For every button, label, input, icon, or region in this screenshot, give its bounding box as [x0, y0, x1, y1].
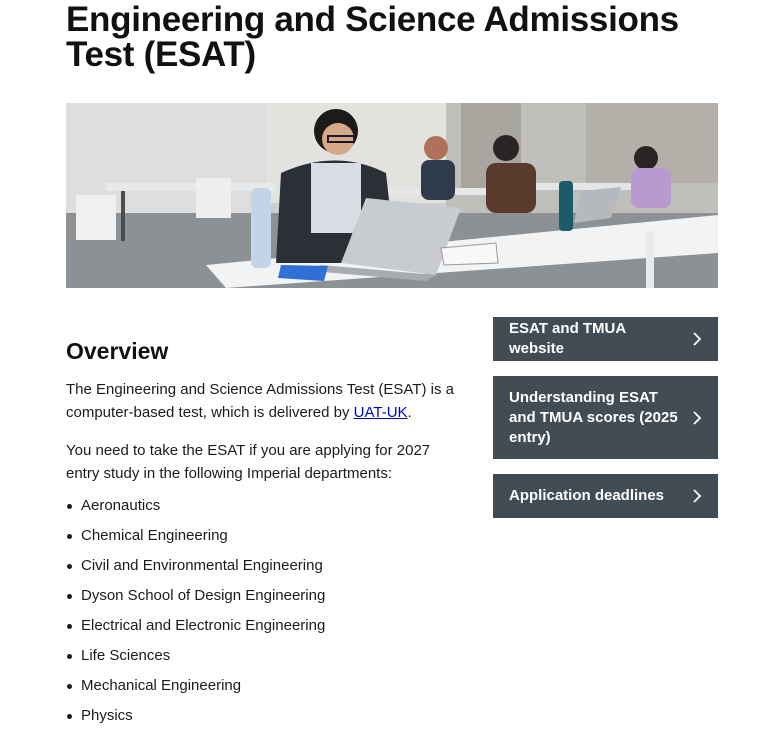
chevron-right-icon	[692, 489, 702, 503]
esat-tmua-website-button[interactable]	[493, 317, 718, 361]
list-item: Mechanical Engineering	[81, 673, 325, 703]
hero-image-students-studying	[66, 103, 718, 288]
list-item: Aeronautics	[81, 493, 325, 523]
requirement-paragraph: You need to take the ESAT if you are applying for 2027 entry study in the following Imperial departments:	[66, 442, 431, 482]
list-item: Civil and Environmental Engineering	[81, 553, 325, 583]
list-item: Physics	[81, 703, 325, 733]
intro-end: .	[407, 404, 412, 421]
overview-heading: Overview	[66, 338, 169, 364]
application-deadlines-button[interactable]	[493, 474, 718, 518]
intro-text: The Engineering and Science Admissions Test (ESAT) is a computer-based test, which is delivered by	[66, 381, 454, 421]
understanding-scores-button[interactable]	[493, 376, 718, 459]
chevron-right-icon	[692, 332, 702, 346]
quick-links-panel	[493, 317, 718, 533]
chevron-right-icon	[692, 411, 702, 425]
uat-uk-link[interactable]: UAT-UK	[353, 404, 408, 421]
list-item: Life Sciences	[81, 643, 325, 673]
overview-intro-paragraph	[66, 378, 466, 424]
quick-link-label: ESAT and TMUA website	[509, 320, 626, 357]
page-title: Engineering and Science Admissions Test (ESAT)	[66, 0, 679, 74]
list-item: Chemical Engineering	[81, 523, 325, 553]
list-item: Electrical and Electronic Engineering	[81, 613, 325, 643]
quick-link-label: Understanding ESAT and TMUA scores (2025 entry)	[509, 388, 678, 446]
quick-link-label: Application deadlines	[509, 487, 665, 504]
list-item: Dyson School of Design Engineering	[81, 583, 325, 613]
departments-list	[66, 493, 325, 733]
